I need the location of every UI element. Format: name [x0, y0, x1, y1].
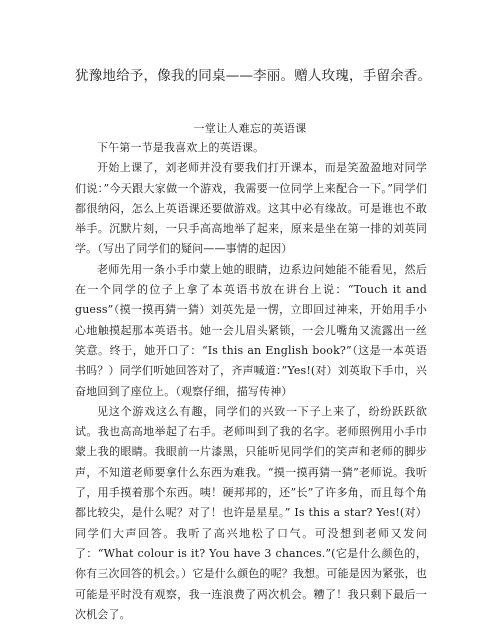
essay-body — [75, 138, 427, 625]
previous-essay-ending: 犹豫地给予，像我的同桌——李丽。赠人玫瑰，手留余香。 — [75, 68, 432, 84]
essay-paragraph: 老师先用一条小手巾蒙上她的眼睛，边系边问她能不能看见，然后在一个同学的位子上拿了本英语书放在讲台上说：“Touch it and guess”（摸一摸再猜一猜）刘英先是一愣，立即回过神来，开始用手小心地触摸起那本英语书。她一会儿眉头紧锁，一会儿嘴角又流露出一丝笑意。终于，她开口了：“Is this an English book?”（这是一本英语书吗？）同学们听她回答对了，齐声喊道：”Yes!(对）刘英取下手巾，兴奋地回到了座位上。（观察仔细，描写传神） — [75, 262, 427, 398]
essay-paragraph: 下午第一节是我喜欢上的英语课。 — [97, 141, 265, 154]
essay-title: 一堂让人难忘的英语课 — [193, 122, 307, 135]
essay-paragraph: 见这个游戏这么有趣，同学们的兴致一下子上来了，纷纷跃跃欲试。我也高高地举起了右手。老师叫到了我的名字。老师照例用小手巾蒙上我的眼睛。我眼前一片漆黑，只能听见同学们的笑声和老师的脚步声，不知道老师要拿什么东西为难我。“摸一摸再猜一猜”老师说。我听了，用手摸着那个东西。咦！硬邦邦的，还”长”了许多角，而且每个角都比较尖，是什么呢？对了！也许是星星。” Is this a star? Yes!(对）同学们大声回答。我听了高兴地松了口气。可没想到老师又发问了：“What colour is it? You have 3 chances.”(它是什么颜色的，你有三次回答的机会。）它是什么颜色的呢？我想。可能是因为紧张，也可能是平时没有观察，我一连浪费了两次机会。糟了！我只剩下最后一次机会了。 — [75, 404, 427, 621]
essay-paragraph: 开始上课了，刘老师并没有要我们打开课本，而是笑盈盈地对同学们说：”今天跟大家做一个游戏，我需要一位同学上来配合一下。”同学们都很纳闷，怎么上英语课还要做游戏。这其中必有缘故。可是谁也不敢举手。沉默片刻，一只手高高地举了起来，原来是坐在第一排的刘英同学。（写出了同学们的疑问——事情的起因） — [75, 161, 427, 256]
